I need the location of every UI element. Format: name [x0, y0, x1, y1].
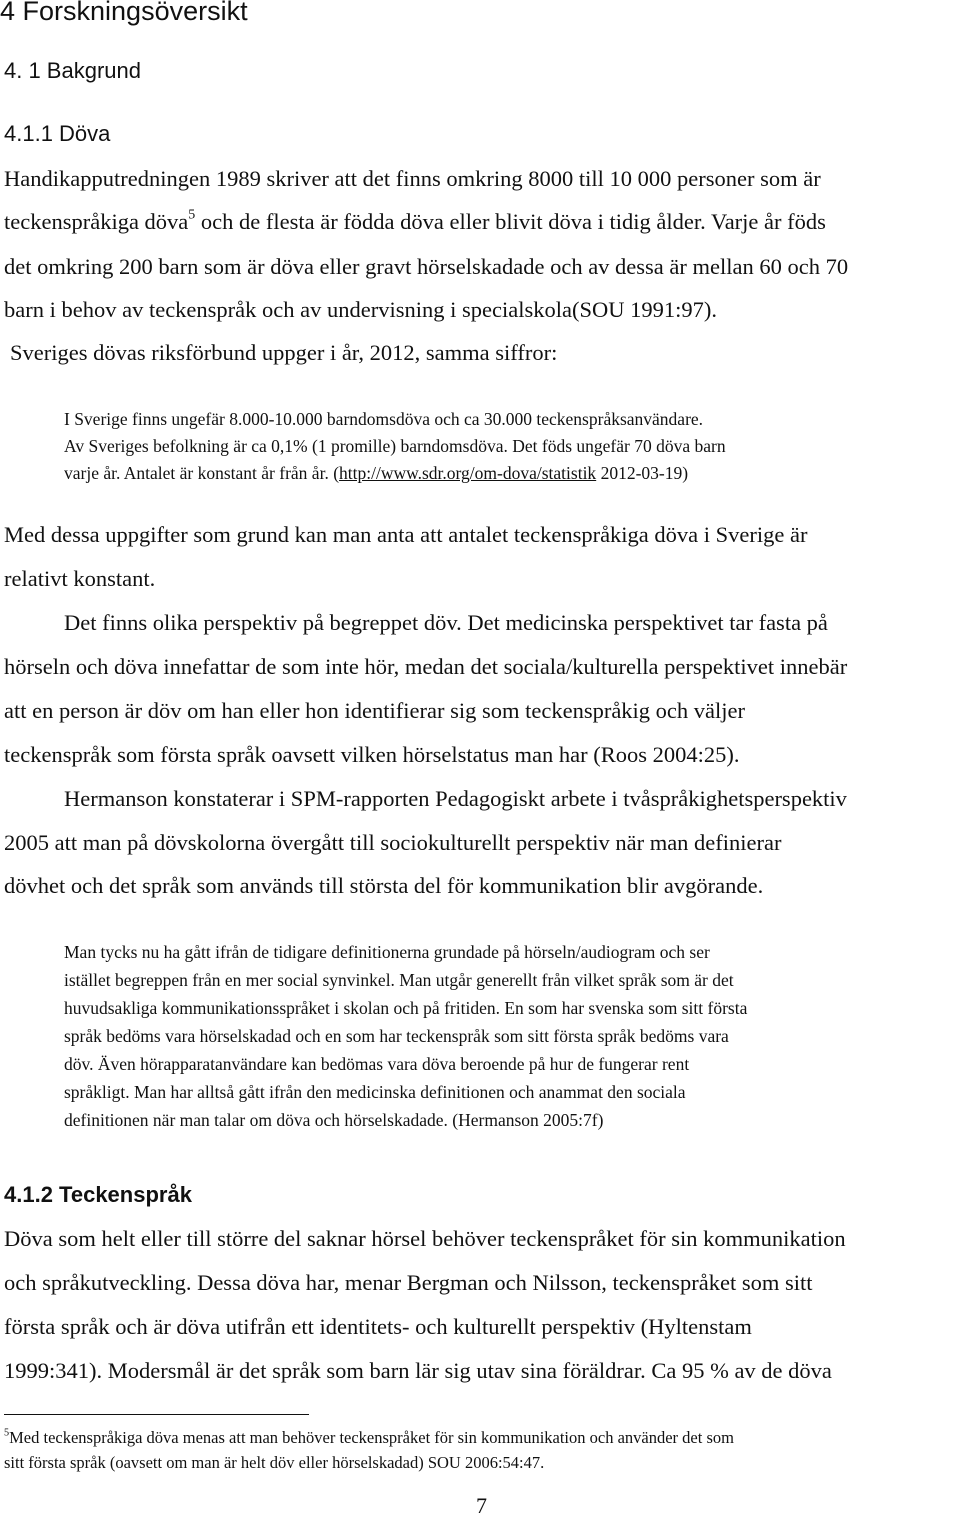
text-line: dövhet och det språk som används till största del för kommunikation blir avgörande.	[4, 873, 764, 898]
text-span: teckenspråkiga döva	[4, 209, 189, 234]
text-line: Sveriges dövas riksförbund uppger i år, 2012, samma siffror:	[10, 340, 558, 365]
footnote-ref: 5	[188, 207, 196, 223]
page-heading: 4 Forskningsöversikt	[0, 0, 248, 26]
quote-line: huvudsakliga kommunikationsspråket i skolan och på fritiden. En som har svenska som sitt första	[64, 998, 748, 1018]
quote-line: Av Sveriges befolkning är ca 0,1% (1 promille) barndomsdöva. Det föds ungefär 70 döva barn	[64, 436, 726, 456]
text-line: 1999:341). Modersmål är det språk som barn lär sig utav sina föräldrar. Ca 95 % av de döva	[4, 1358, 832, 1383]
section-heading: 4. 1 Bakgrund	[4, 58, 141, 83]
page-number: 7	[476, 1493, 487, 1518]
text-span: Med teckenspråkiga döva menas att man behöver teckenspråket för sin kommunikation och använder det som	[9, 1428, 734, 1447]
quote-line: I Sverige finns ungefär 8.000-10.000 barndomsdöva och ca 30.000 teckenspråksanvändare.	[64, 409, 704, 429]
quote-line: istället begreppen från en mer social synvinkel. Man utgår generellt från vilket språk som är det	[64, 970, 734, 990]
text-line: Med dessa uppgifter som grund kan man anta att antalet teckenspråkiga döva i Sverige är	[4, 522, 808, 547]
quote-line: språkligt. Man har alltså gått ifrån den medicinska definitionen och anammat den sociala	[64, 1082, 686, 1102]
quote-line	[64, 463, 688, 484]
text-span: varje år. Antalet är konstant år från år. (	[64, 463, 340, 483]
quote-line: döv. Även hörapparatanvändare kan bedömas vara döva beroende på hur de fungerar rent	[64, 1054, 690, 1074]
subsection-heading: 4.1.2 Teckenspråk	[4, 1182, 192, 1207]
text-line: relativt konstant.	[4, 566, 156, 591]
text-line: Det finns olika perspektiv på begreppet döv. Det medicinska perspektivet tar fasta på	[64, 610, 828, 635]
text-line: 2005 att man på dövskolorna övergått till sociokulturellt perspektiv när man definierar	[4, 830, 782, 855]
text-line: teckenspråk som första språk oavsett vilken hörselstatus man har (Roos 2004:25).	[4, 742, 740, 767]
footnote-separator	[4, 1414, 309, 1415]
text-line: och språkutveckling. Dessa döva har, menar Bergman och Nilsson, teckenspråket som sitt	[4, 1270, 813, 1295]
quote-line: Man tycks nu ha gått ifrån de tidigare definitionerna grundade på hörseln/audiogram och ser	[64, 942, 710, 962]
subsection-heading: 4.1.1 Döva	[4, 121, 111, 146]
footnote-line	[4, 1428, 734, 1448]
quote-line: definitionen när man talar om döva och hörselskadade. (Hermanson 2005:7f)	[64, 1110, 604, 1130]
text-line: barn i behov av teckenspråk och av undervisning i specialskola(SOU 1991:97).	[4, 297, 717, 322]
text-span: 2012-03-19)	[596, 463, 689, 483]
text-line: Hermanson konstaterar i SPM-rapporten Pedagogiskt arbete i tvåspråkighetsperspektiv	[64, 786, 847, 811]
text-line	[4, 209, 826, 235]
quote-line: språk bedöms vara hörselskadad och en som har teckenspråk som sitt första språk bedöms vara	[64, 1026, 729, 1046]
footnote-line: sitt första språk (oavsett om man är helt döv eller hörselskadad) SOU 2006:54:47.	[4, 1453, 545, 1472]
text-line: det omkring 200 barn som är döva eller gravt hörselskadade och av dessa är mellan 60 och 70	[4, 254, 849, 279]
text-line: hörseln och döva innefattar de som inte hör, medan det sociala/kulturella perspektivet innebär	[4, 654, 848, 679]
text-line: att en person är döv om han eller hon identifierar sig som teckenspråkig och väljer	[4, 698, 746, 723]
text-line: Handikapputredningen 1989 skriver att det finns omkring 8000 till 10 000 personer som är	[4, 166, 821, 191]
statistics-link[interactable]: http://www.sdr.org/om-dova/statistik	[339, 463, 597, 483]
text-line: Döva som helt eller till större del saknar hörsel behöver teckenspråket för sin kommunikation	[4, 1226, 846, 1251]
footnote-number: 5	[4, 1427, 10, 1439]
text-span: och de flesta är födda döva eller blivit döva i tidig ålder. Varje år föds	[195, 209, 826, 234]
text-line: första språk och är döva utifrån ett identitets- och kulturellt perspektiv (Hyltenstam	[4, 1314, 752, 1339]
